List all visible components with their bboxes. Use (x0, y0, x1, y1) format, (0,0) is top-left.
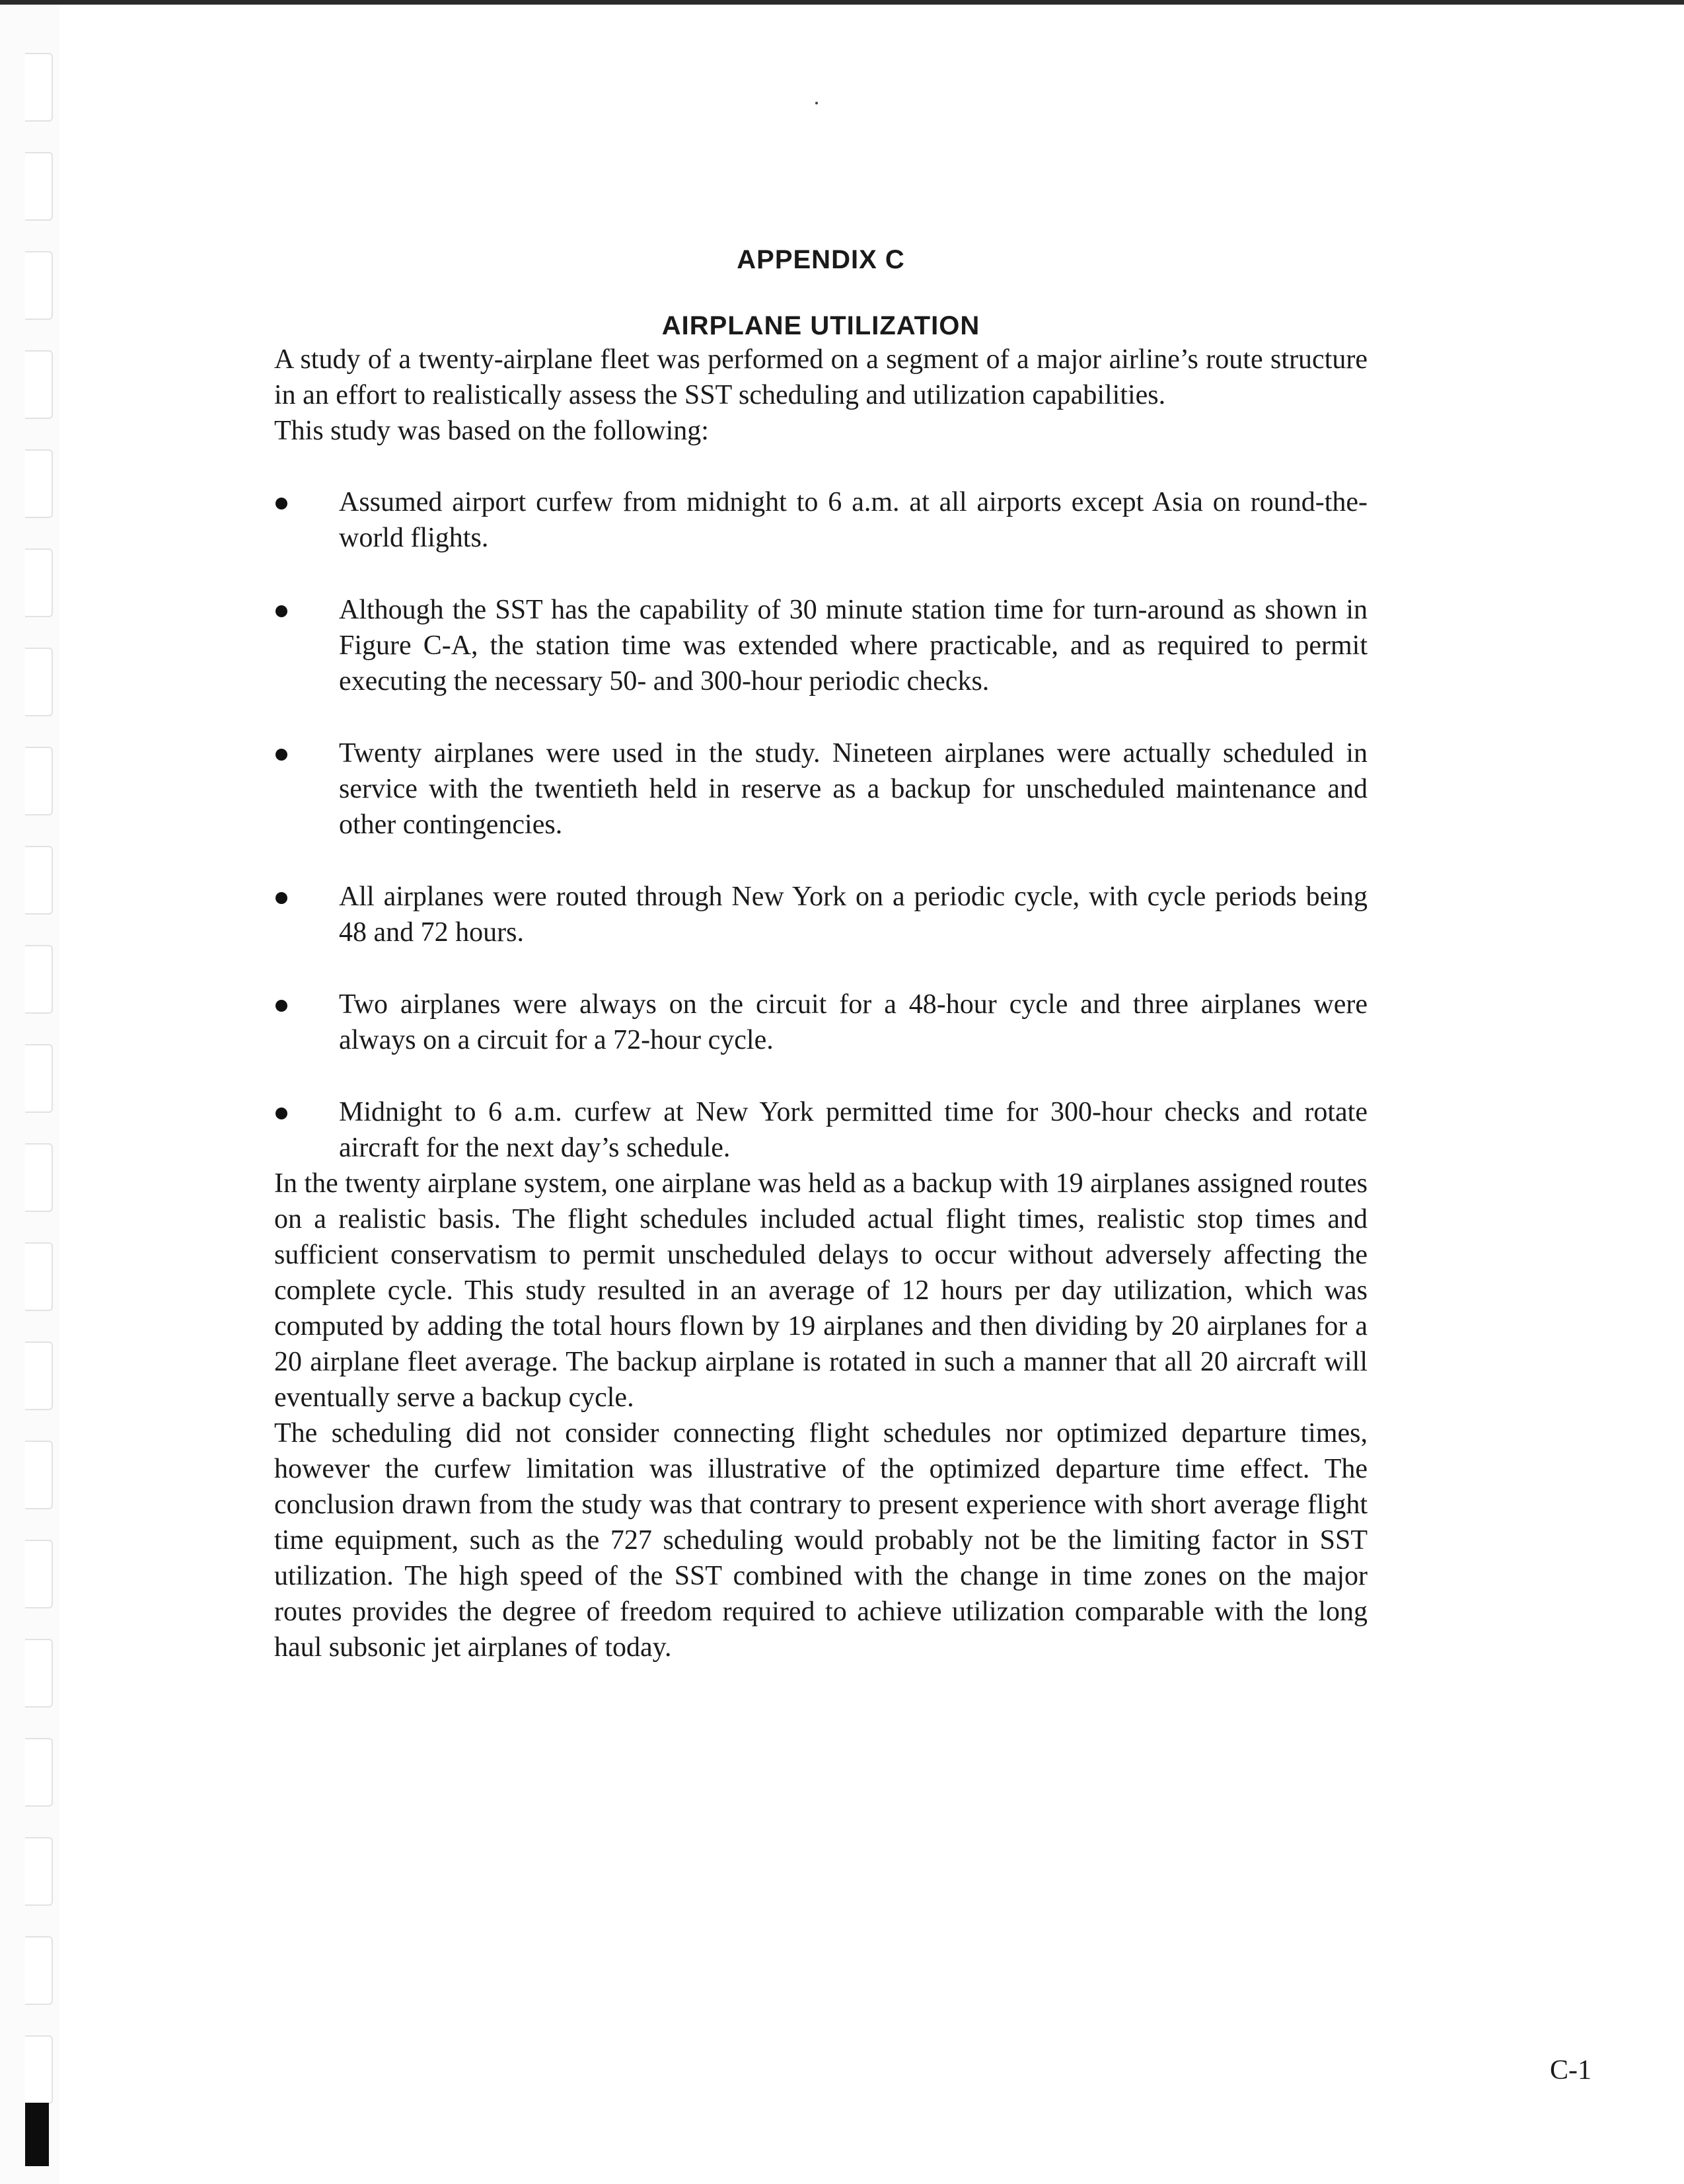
scan-top-edge (0, 0, 1684, 5)
scan-speck (815, 102, 818, 104)
binder-tab-mark (25, 2103, 49, 2166)
binder-hole (25, 548, 53, 617)
binder-hole (25, 1143, 53, 1212)
bullet-icon (275, 498, 287, 509)
binder-hole (25, 747, 53, 815)
appendix-heading: APPENDIX C (737, 245, 905, 274)
assumption-list (274, 484, 1368, 1166)
binder-hole-strip (0, 5, 59, 2184)
list-item (274, 735, 1368, 843)
binder-hole (25, 449, 53, 518)
binder-hole (25, 1441, 53, 1509)
system-paragraph: In the twenty airplane system, one airplane was held as a backup with 19 airplanes assigned routes on a realistic basis. The flight schedules included actual flight times, realistic stop times and sufficient conservatism to permit unscheduled delays to occur without adversely affecting the complete cycle. This study resulted in an average of 12 hours per day utilization, which was computed by adding the total hours flown by 19 airplanes and then dividing by 20 airplanes for a 20 airplane fleet average. The backup airplane is rotated in such a manner that all 20 aircraft will eventually serve a backup cycle. (274, 1168, 1368, 1413)
intro-paragraph: A study of a twenty-airplane fleet was performed on a segment of a major airline’s route structure in an effort to realistically assess the SST scheduling and utilization capabilities. (274, 344, 1368, 410)
binder-hole (25, 1540, 53, 1608)
binder-hole (25, 1044, 53, 1113)
list-item (274, 879, 1368, 950)
bullet-icon (275, 1108, 287, 1119)
page-number: C-1 (1550, 2055, 1592, 2086)
binder-hole (25, 648, 53, 716)
binder-hole (25, 2035, 53, 2104)
list-item-text: All airplanes were routed through New York on a periodic cycle, with cycle periods being 48 and 72 hours. (339, 882, 1368, 948)
bullet-icon (275, 605, 287, 617)
scheduling-paragraph: The scheduling did not consider connecting flight schedules nor optimized departure times, however the curfew limitation was illustrative of the optimized departure time effect. The conclusion drawn from the study was that contrary to present experience with short average flight time equipment, such as the 727 scheduling would probably not be the limiting factor in SST utilization. The high speed of the SST combined with the change in time zones on the major routes provides the degree of freedom required to achieve utilization comparable with the long haul subsonic jet airplanes of today. (274, 1418, 1368, 1663)
list-item-text: Assumed airport curfew from midnight to 6 a.m. at all airports except Asia on round-the-world flights. (339, 487, 1368, 553)
list-item-text: Twenty airplanes were used in the study. Nineteen airplanes were actually scheduled in service with the twentieth held in reserve as a backup for unscheduled maintenance and other contingencies. (339, 738, 1368, 840)
list-item (274, 484, 1368, 556)
list-item (274, 592, 1368, 699)
binder-hole (25, 53, 53, 122)
binder-hole (25, 1738, 53, 1807)
bullet-icon (275, 1000, 287, 1012)
binder-hole (25, 1341, 53, 1410)
binder-hole (25, 1639, 53, 1708)
list-item (274, 1094, 1368, 1166)
binder-hole (25, 1242, 53, 1311)
section-title: AIRPLANE UTILIZATION (661, 311, 980, 340)
binder-hole (25, 152, 53, 221)
basis-paragraph: This study was based on the following: (274, 416, 709, 446)
bullet-icon (275, 892, 287, 904)
page-body (274, 228, 1368, 1665)
list-item-text: Two airplanes were always on the circuit for a 48-hour cycle and three airplanes were always on a circuit for a 72-hour cycle. (339, 989, 1368, 1055)
binder-hole (25, 251, 53, 320)
binder-hole (25, 1936, 53, 2005)
list-item-text: Midnight to 6 a.m. curfew at New York permitted time for 300-hour checks and rotate aircraft for the next day’s schedule. (339, 1097, 1368, 1163)
list-item (274, 987, 1368, 1058)
binder-hole (25, 945, 53, 1014)
bullet-icon (275, 749, 287, 761)
binder-hole (25, 1837, 53, 1906)
list-item-text: Although the SST has the capability of 30 minute station time for turn-around as shown in Figure C-A, the station time was extended where practicable, and as required to permit executing the necessary 50- and 300-hour periodic checks. (339, 595, 1368, 697)
binder-hole (25, 846, 53, 915)
binder-hole (25, 350, 53, 419)
